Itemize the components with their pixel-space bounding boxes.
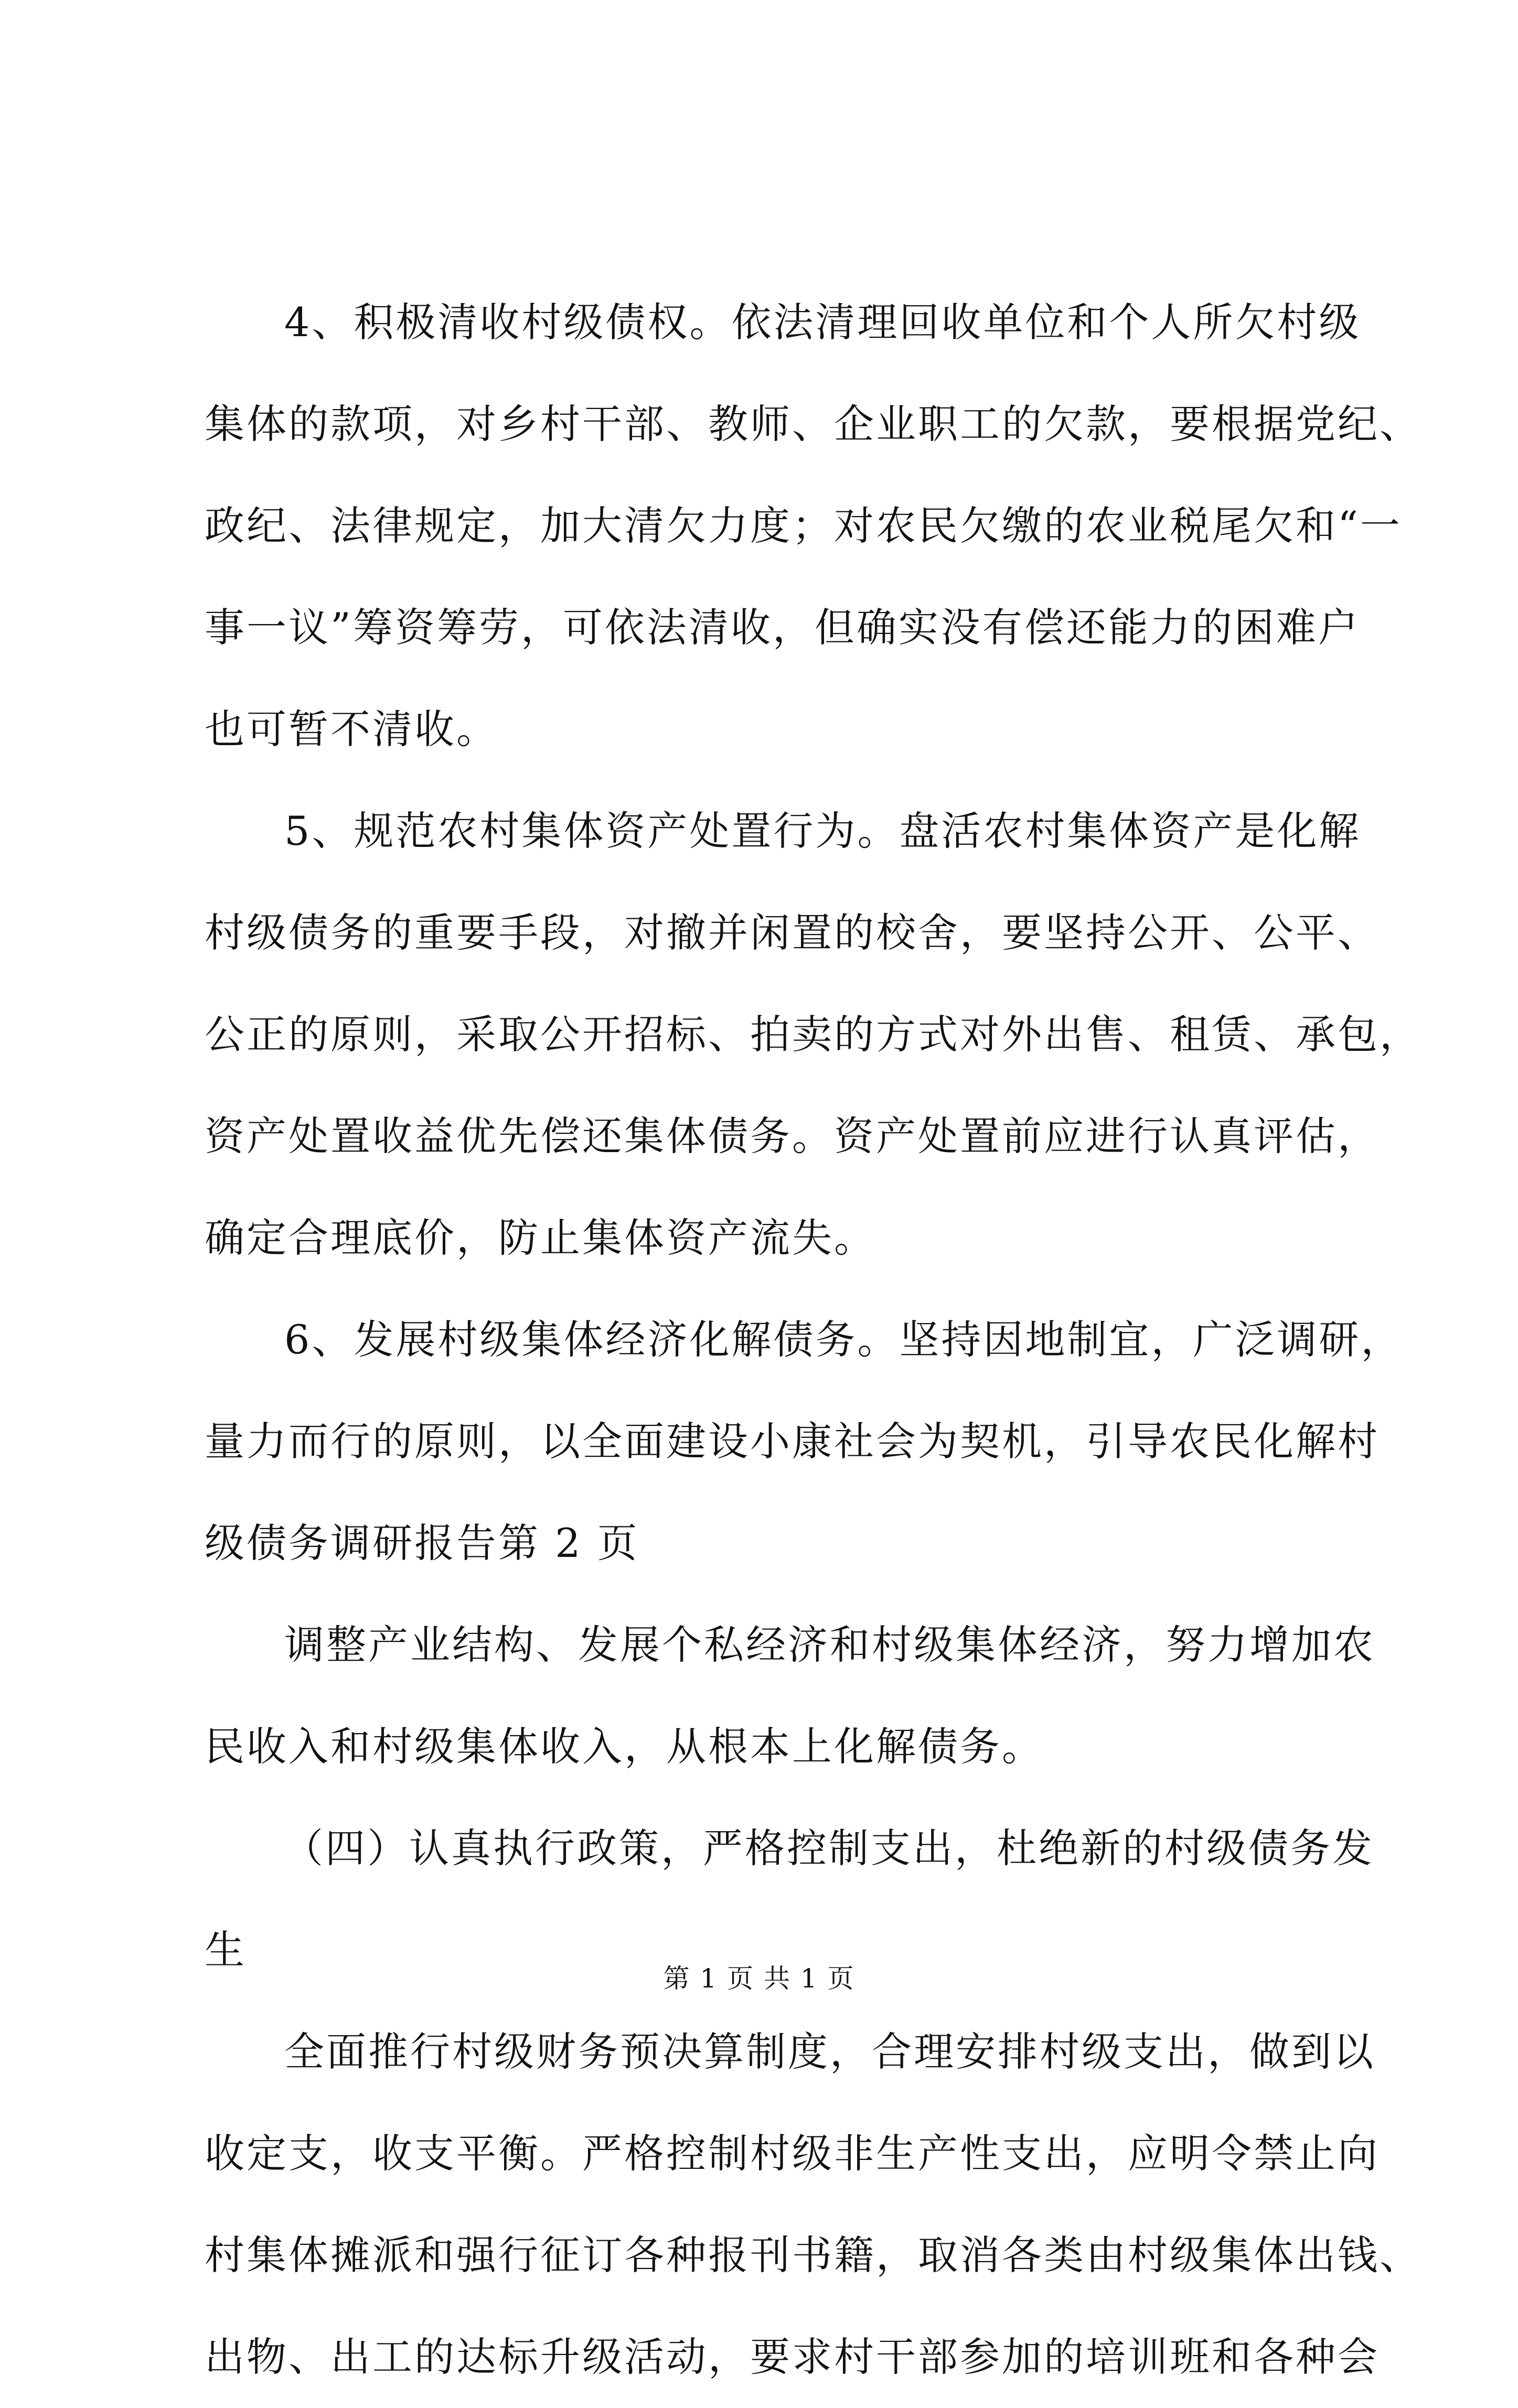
paragraph-4-line-2: 集体的款项，对乡村干部、教师、企业职工的欠款，要根据党纪、 (205, 401, 1421, 447)
page-number-footer: 第 1 页 共 1 页 (663, 1963, 855, 1994)
paragraph-4-line-4: 事一议”筹资筹劳，可依法清收，但确实没有偿还能力的困难户 (205, 604, 1360, 651)
paragraph-5-line-2: 村级债务的重要手段，对撤并闲置的校舍，要坚持公开、公平、 (205, 909, 1380, 956)
paragraph-5-line-1: 5、规范农村集体资产处置行为。盘活农村集体资产是化解 (284, 808, 1361, 854)
paragraph-7-line-1: 调整产业结构、发展个私经济和村级集体经济，努力增加农 (284, 1621, 1375, 1668)
paragraph-8-line-2: 收定支，收支平衡。严格控制村级非生产性支出，应明令禁止向 (205, 2130, 1380, 2177)
paragraph-7-line-2: 民收入和村级集体收入，从根本上化解债务。 (205, 1723, 1044, 1770)
paragraph-5-line-5: 确定合理底价，防止集体资产流失。 (205, 1214, 876, 1261)
section-heading-4-line-2: 生 (205, 1927, 247, 1973)
paragraph-8-line-3: 村集体摊派和强行征订各种报刊书籍，取消各类由村级集体出钱、 (205, 2232, 1421, 2278)
paragraph-8-line-4: 出物、出工的达标升级活动，要求村干部参加的培训班和各种会 (205, 2334, 1380, 2380)
document-body (205, 272, 1421, 2408)
paragraph-8-line-1: 全面推行村级财务预决算制度，合理安排村级支出，做到以 (284, 2028, 1375, 2075)
paragraph-5-line-4: 资产处置收益优先偿还集体债务。资产处置前应进行认真评估， (205, 1113, 1380, 1159)
paragraph-4-line-3: 政纪、法律规定，加大清欠力度；对农民欠缴的农业税尾欠和“一 (205, 502, 1402, 549)
paragraph-5-line-3: 公正的原则，采取公开招标、拍卖的方式对外出售、租赁、承包， (205, 1011, 1421, 1058)
paragraph-4-line-1: 4、积极清收村级债权。依法清理回收单位和个人所欠村级 (284, 299, 1361, 346)
paragraph-6-line-3: 级债务调研报告第 2 页 (205, 1520, 639, 1566)
paragraph-6-line-1: 6、发展村级集体经济化解债务。坚持因地制宜，广泛调研， (284, 1316, 1403, 1363)
paragraph-4-line-5: 也可暂不清收。 (205, 706, 498, 752)
paragraph-6-line-2: 量力而行的原则，以全面建设小康社会为契机，引导农民化解村 (205, 1418, 1380, 1465)
section-heading-4-line-1: （四）认真执行政策，严格控制支出，杜绝新的村级债务发 (283, 1825, 1374, 1872)
